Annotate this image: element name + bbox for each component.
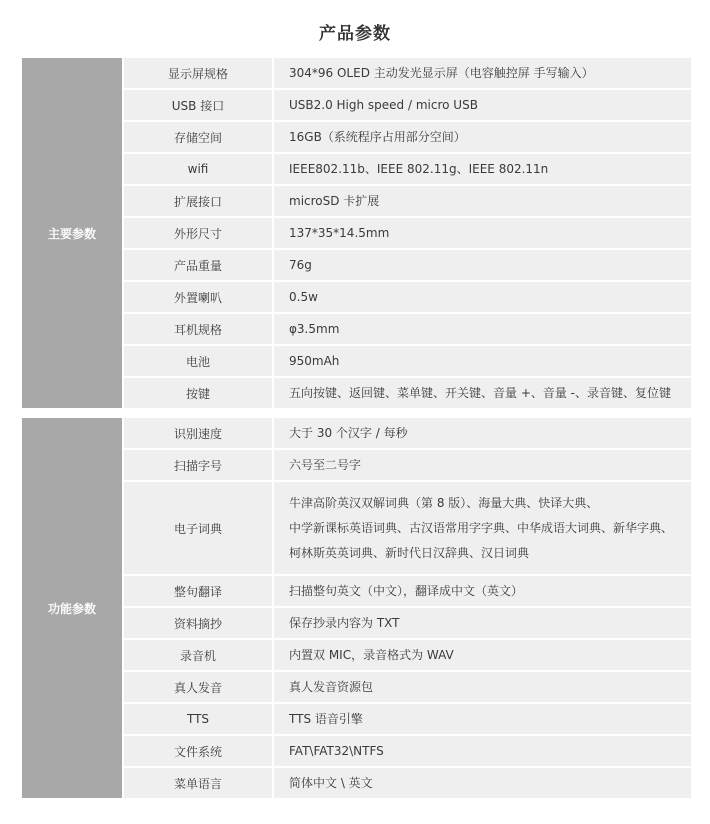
row-value-multiline bbox=[274, 482, 691, 574]
row-value: microSD 卡扩展 bbox=[274, 186, 691, 216]
row-label: 录音机 bbox=[124, 640, 272, 670]
row-label: 菜单语言 bbox=[124, 768, 272, 798]
row-value: 扫描整句英文（中文），翻译成中文（英文） bbox=[274, 576, 691, 606]
dictionary-line: 牛津高阶英汉双解词典（第 8 版）、海量大典、快译大典、 bbox=[289, 495, 599, 510]
row-value: 六号至二号字 bbox=[274, 450, 691, 480]
row-value: 简体中文 \ 英文 bbox=[274, 768, 691, 798]
row-label: USB 接口 bbox=[124, 90, 272, 120]
row-value: 内置双 MIC，录音格式为 WAV bbox=[274, 640, 691, 670]
row-value: 76g bbox=[274, 250, 691, 280]
row-label: 按键 bbox=[124, 378, 272, 408]
dictionary-line: 柯林斯英英词典、新时代日汉辞典、汉日词典 bbox=[289, 545, 530, 560]
row-label: 扫描字号 bbox=[124, 450, 272, 480]
group-label-function: 功能参数 bbox=[22, 418, 122, 798]
row-value: 137*35*14.5mm bbox=[274, 218, 691, 248]
row-label: 电池 bbox=[124, 346, 272, 376]
row-value: 五向按键、返回键、菜单键、开关键、音量 +、音量 -、录音键、复位键 bbox=[274, 378, 691, 408]
row-value: 0.5w bbox=[274, 282, 691, 312]
row-label: 产品重量 bbox=[124, 250, 272, 280]
row-value: FAT\FAT32\NTFS bbox=[274, 736, 691, 766]
group-label-main: 主要参数 bbox=[22, 58, 122, 408]
row-value: USB2.0 High speed / micro USB bbox=[274, 90, 691, 120]
row-value: 真人发音资源包 bbox=[274, 672, 691, 702]
row-value: IEEE802.11b、IEEE 802.11g、IEEE 802.11n bbox=[274, 154, 691, 184]
row-label: 存储空间 bbox=[124, 122, 272, 152]
row-label: 扩展接口 bbox=[124, 186, 272, 216]
row-label: 整句翻译 bbox=[124, 576, 272, 606]
row-value: 304*96 OLED 主动发光显示屏（电容触控屏 手写输入） bbox=[274, 58, 691, 88]
table-row bbox=[22, 58, 691, 88]
row-label: 真人发音 bbox=[124, 672, 272, 702]
row-label: 耳机规格 bbox=[124, 314, 272, 344]
dictionary-line: 中学新课标英语词典、古汉语常用字字典、中华成语大词典、新华字典、 bbox=[289, 520, 674, 535]
table-row bbox=[22, 418, 691, 448]
row-label: 识别速度 bbox=[124, 418, 272, 448]
row-label: TTS bbox=[124, 704, 272, 734]
row-label: 显示屏规格 bbox=[124, 58, 272, 88]
row-value: 950mAh bbox=[274, 346, 691, 376]
row-label: wifi bbox=[124, 154, 272, 184]
row-value: 保存抄录内容为 TXT bbox=[274, 608, 691, 638]
spec-table bbox=[22, 56, 691, 800]
row-value: 大于 30 个汉字 / 每秒 bbox=[274, 418, 691, 448]
page-title: 产品参数 bbox=[319, 24, 391, 44]
row-label: 文件系统 bbox=[124, 736, 272, 766]
row-value: 16GB（系统程序占用部分空间） bbox=[274, 122, 691, 152]
row-label: 外置喇叭 bbox=[124, 282, 272, 312]
row-value: φ3.5mm bbox=[274, 314, 691, 344]
row-label: 外形尺寸 bbox=[124, 218, 272, 248]
row-value: TTS 语音引擎 bbox=[274, 704, 691, 734]
row-label: 电子词典 bbox=[124, 482, 272, 574]
row-label: 资料摘抄 bbox=[124, 608, 272, 638]
